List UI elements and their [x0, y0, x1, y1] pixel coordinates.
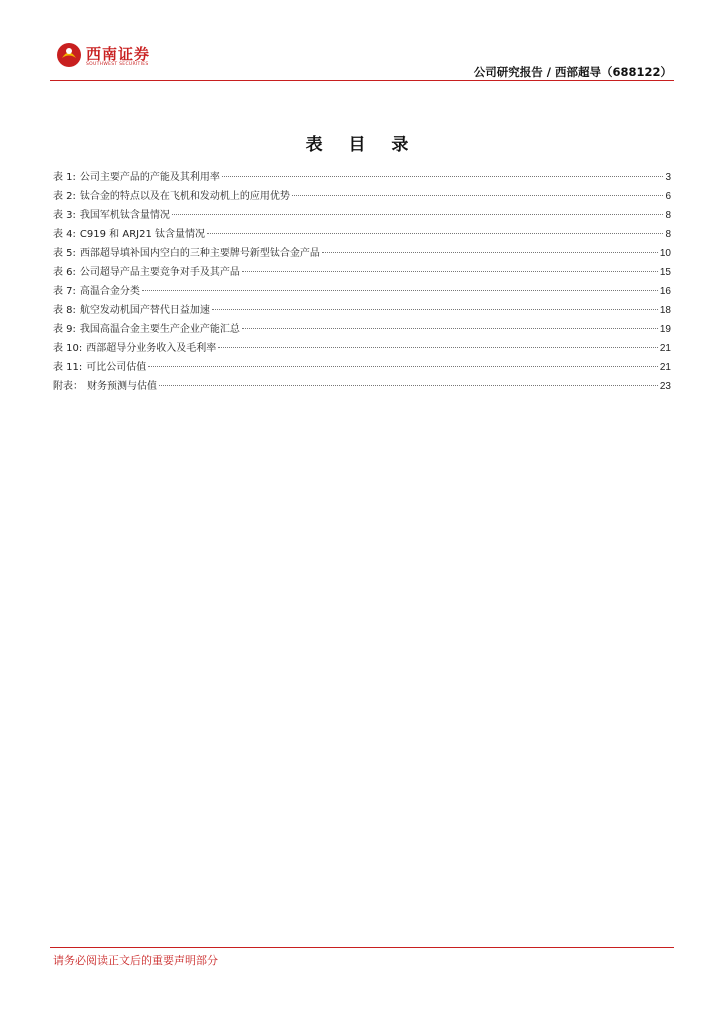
footer-divider: [50, 947, 674, 948]
toc-label: 表 10:: [53, 343, 83, 354]
toc-leader-dots: [172, 214, 664, 215]
logo-text-cn: 西南证券: [86, 45, 151, 63]
toc-row[interactable]: [53, 168, 671, 187]
toc-leader-dots: [212, 309, 658, 310]
toc-page-number: 19: [659, 324, 671, 335]
toc-leader-dots: [242, 328, 658, 329]
toc-title: 高温合金分类: [79, 286, 140, 297]
toc-row[interactable]: [53, 358, 671, 377]
company-logo: [56, 42, 176, 76]
toc-leader-dots: [242, 271, 658, 272]
toc-title: 我国军机钛含量情况: [79, 210, 170, 221]
logo-mark-icon: [56, 42, 82, 68]
toc-label: 表 1:: [53, 172, 76, 183]
toc-row[interactable]: [53, 187, 671, 206]
toc-leader-dots: [142, 290, 658, 291]
toc-page-number: 21: [659, 362, 671, 373]
toc-page-number: 18: [659, 305, 671, 316]
toc-row[interactable]: [53, 225, 671, 244]
header-divider: [50, 80, 674, 81]
toc-leader-dots: [207, 233, 663, 234]
toc-title: C919 和 ARJ21 钛含量情况: [79, 229, 205, 240]
toc-title: 我国高温合金主要生产企业产能汇总: [79, 324, 240, 335]
toc-title: 西部超导填补国内空白的三种主要牌号新型钛合金产品: [79, 248, 320, 259]
report-header-title: 公司研究报告 / 西部超导（688122）: [473, 65, 672, 79]
toc-heading: 表 目 录: [305, 135, 419, 155]
toc-leader-dots: [148, 366, 658, 367]
toc-label: 表 5:: [53, 248, 76, 259]
toc-label: 表 3:: [53, 210, 76, 221]
toc-page-number: 8: [665, 210, 671, 221]
toc-leader-dots: [218, 347, 658, 348]
toc-title: 财务预测与估值: [87, 381, 157, 392]
toc-leader-dots: [322, 252, 658, 253]
toc-row[interactable]: [53, 377, 671, 396]
toc-row[interactable]: [53, 282, 671, 301]
footer-disclaimer: 请务必阅读正文后的重要声明部分: [53, 954, 218, 967]
toc-page-number: 6: [665, 191, 671, 202]
toc-page-number: 3: [665, 172, 671, 183]
toc-title: 公司主要产品的产能及其利用率: [79, 172, 220, 183]
toc-page-number: 15: [659, 267, 671, 278]
toc-row[interactable]: [53, 206, 671, 225]
toc-label: 表 4:: [53, 229, 76, 240]
toc-title: 西部超导分业务收入及毛利率: [86, 343, 217, 354]
table-of-tables: [53, 168, 671, 396]
toc-title: 钛合金的特点以及在飞机和发动机上的应用优势: [79, 191, 290, 202]
toc-label: 表 2:: [53, 191, 76, 202]
toc-page-number: 23: [659, 381, 671, 392]
toc-row[interactable]: [53, 320, 671, 339]
toc-row[interactable]: [53, 244, 671, 263]
toc-page-number: 16: [659, 286, 671, 297]
toc-label: 表 8:: [53, 305, 76, 316]
toc-row[interactable]: [53, 263, 671, 282]
toc-label: 附表：: [53, 381, 83, 392]
toc-leader-dots: [292, 195, 664, 196]
toc-row[interactable]: [53, 339, 671, 358]
toc-row[interactable]: [53, 301, 671, 320]
toc-label: 表 6:: [53, 267, 76, 278]
toc-label: 表 9:: [53, 324, 76, 335]
toc-label: 表 11:: [53, 362, 83, 373]
toc-page-number: 8: [665, 229, 671, 240]
toc-title: 航空发动机国产替代日益加速: [79, 305, 210, 316]
toc-title: 公司超导产品主要竞争对手及其产品: [79, 267, 240, 278]
logo-text-en: SOUTHWEST SECURITIES: [86, 62, 149, 67]
page-header: [0, 0, 724, 82]
toc-page-number: 21: [659, 343, 671, 354]
toc-label: 表 7:: [53, 286, 76, 297]
toc-leader-dots: [159, 385, 658, 386]
toc-page-number: 10: [659, 248, 671, 259]
toc-leader-dots: [222, 176, 664, 177]
toc-title: 可比公司估值: [86, 362, 147, 373]
